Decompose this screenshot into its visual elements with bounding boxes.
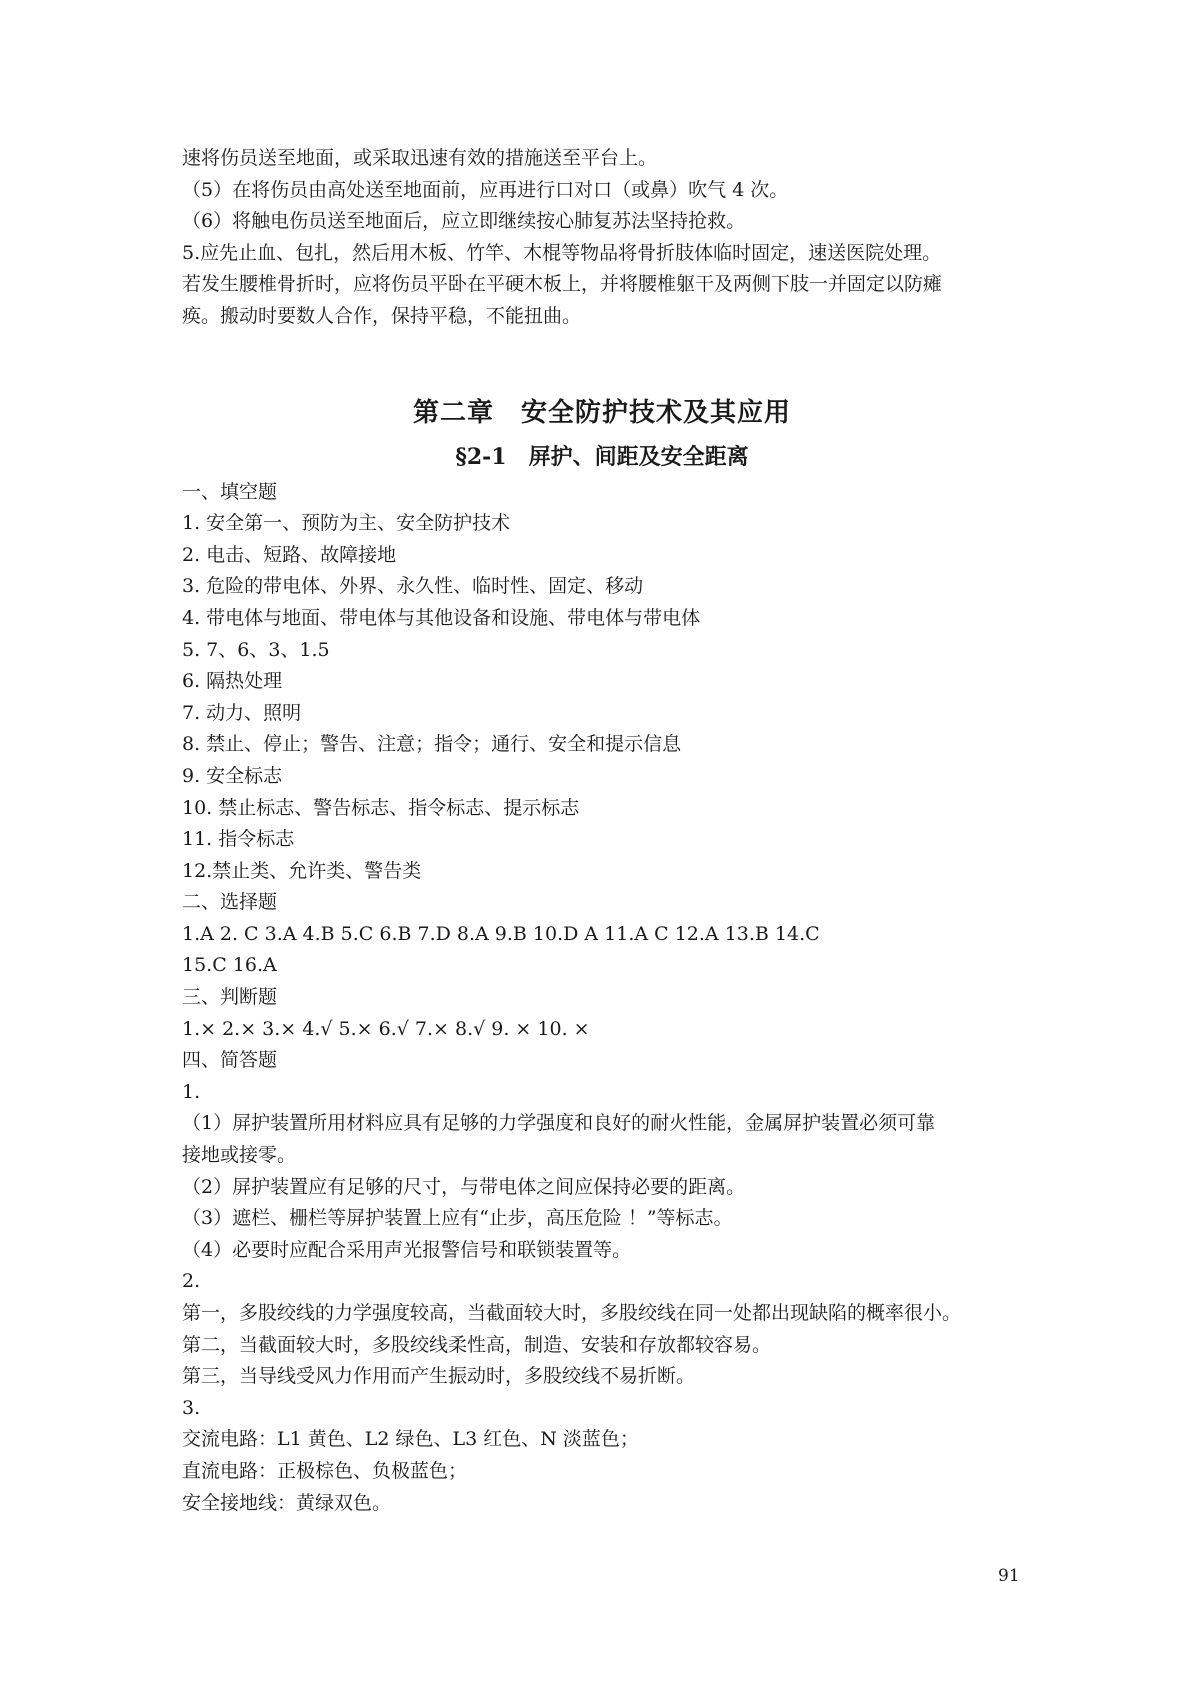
true-false-heading: 三、判断题 [182, 986, 278, 1009]
page-number: 91 [998, 1566, 1020, 1586]
answer-line: 交流电路：L1 黄色、L2 绿色、L3 红色、N 淡蓝色； [182, 1428, 639, 1451]
answer-item: 4. 带电体与地面、带电体与其他设备和设施、带电体与带电体 [182, 606, 701, 629]
intro-block [182, 143, 1022, 333]
answer-item: 9. 安全标志 [182, 764, 283, 787]
answer-item: 11. 指令标志 [182, 828, 295, 851]
answer-line: 3. [182, 1396, 201, 1419]
multiple-choice-section [182, 887, 1022, 982]
answer-line: 第一，多股绞线的力学强度较高，当截面较大时，多股绞线在同一处都出现缺陷的概率很小。 [182, 1302, 962, 1324]
answer-line: （3）遮栏、栅栏等屏护装置上应有“止步，高压危险 ！”等标志。 [182, 1207, 733, 1230]
answer-line: （1）屏护装置所用材料应具有足够的力学强度和良好的耐火性能，金属屏护装置必须可靠 [182, 1112, 936, 1135]
section-title: §2-1 屏护、间距及安全距离 [455, 443, 749, 470]
answer-item: 12.禁止类、允许类、警告类 [182, 859, 422, 882]
intro-line: 5.应先止血、包扎，然后用木板、竹竿、木棍等物品将骨折肢体临时固定，速送医院处理。 [182, 241, 942, 264]
answer-item: 1. 安全第一、预防为主、安全防护技术 [182, 512, 511, 535]
short-answer-section [182, 1045, 1022, 1519]
fill-blank-section [182, 477, 1022, 888]
answer-item: 10. 禁止标志、警告标志、指令标志、提示标志 [182, 796, 580, 819]
answer-line: 第二，当截面较大时，多股绞线柔性高，制造、安装和存放都较容易。 [182, 1333, 772, 1356]
answer-line: 第三，当导线受风力作用而产生振动时，多股绞线不易折断。 [182, 1365, 696, 1388]
intro-line: 速将伤员送至地面，或采取迅速有效的措施送至平台上。 [182, 147, 658, 169]
answer-item: 5. 7、6、3、1.5 [182, 638, 330, 661]
answer-line: 1. [182, 1080, 201, 1103]
answer-line: （2）屏护装置应有足够的尺寸，与带电体之间应保持必要的距离。 [182, 1175, 746, 1198]
spacer [182, 333, 1022, 389]
intro-line: 痪。搬动时要数人合作，保持平稳，不能扭曲。 [182, 304, 582, 327]
answer-item: 2. 电击、短路、故障接地 [182, 543, 397, 566]
answer-line: 安全接地线：黄绿双色。 [182, 1491, 392, 1514]
answer-item: 6. 隔热处理 [182, 670, 283, 693]
answer-item: 3. 危险的带电体、外界、永久性、临时性、固定、移动 [182, 575, 644, 598]
intro-line: （6）将触电伤员送至地面后，应立即继续按心肺复苏法坚持抢救。 [182, 210, 746, 233]
answer-line: 1.× 2.× 3.× 4.√ 5.× 6.√ 7.× 8.√ 9. × 10. × [182, 1017, 590, 1040]
answer-line: 15.C 16.A [182, 954, 277, 977]
intro-line: （5）在将伤员由高处送至地面前，应再进行口对口（或鼻）吹气 4 次。 [182, 178, 789, 201]
answer-line: 2. [182, 1270, 201, 1293]
fill-blank-heading: 一、填空题 [182, 480, 278, 503]
answer-line: 直流电路：正极棕色、负极蓝色； [182, 1459, 468, 1482]
chapter-title: 第二章 安全防护技术及其应用 [412, 397, 791, 428]
answer-item: 7. 动力、照明 [182, 701, 302, 724]
page-content [182, 143, 1022, 1519]
short-answer-heading: 四、简答题 [182, 1049, 278, 1072]
true-false-section [182, 982, 1022, 1045]
answer-line: 接地或接零。 [182, 1144, 297, 1167]
answer-line: 1.A 2. C 3.A 4.B 5.C 6.B 7.D 8.A 9.B 10.D A 11.A C 12.A 13.B 14.C [182, 922, 820, 945]
answer-item: 8. 禁止、停止；警告、注意；指令；通行、安全和提示信息 [182, 733, 682, 756]
intro-line: 若发生腰椎骨折时，应将伤员平卧在平硬木板上，并将腰椎躯干及两侧下肢一并固定以防瘫 [182, 273, 943, 296]
multiple-choice-heading: 二、选择题 [182, 891, 278, 914]
answer-line: （4）必要时应配合采用声光报警信号和联锁装置等。 [182, 1238, 632, 1261]
